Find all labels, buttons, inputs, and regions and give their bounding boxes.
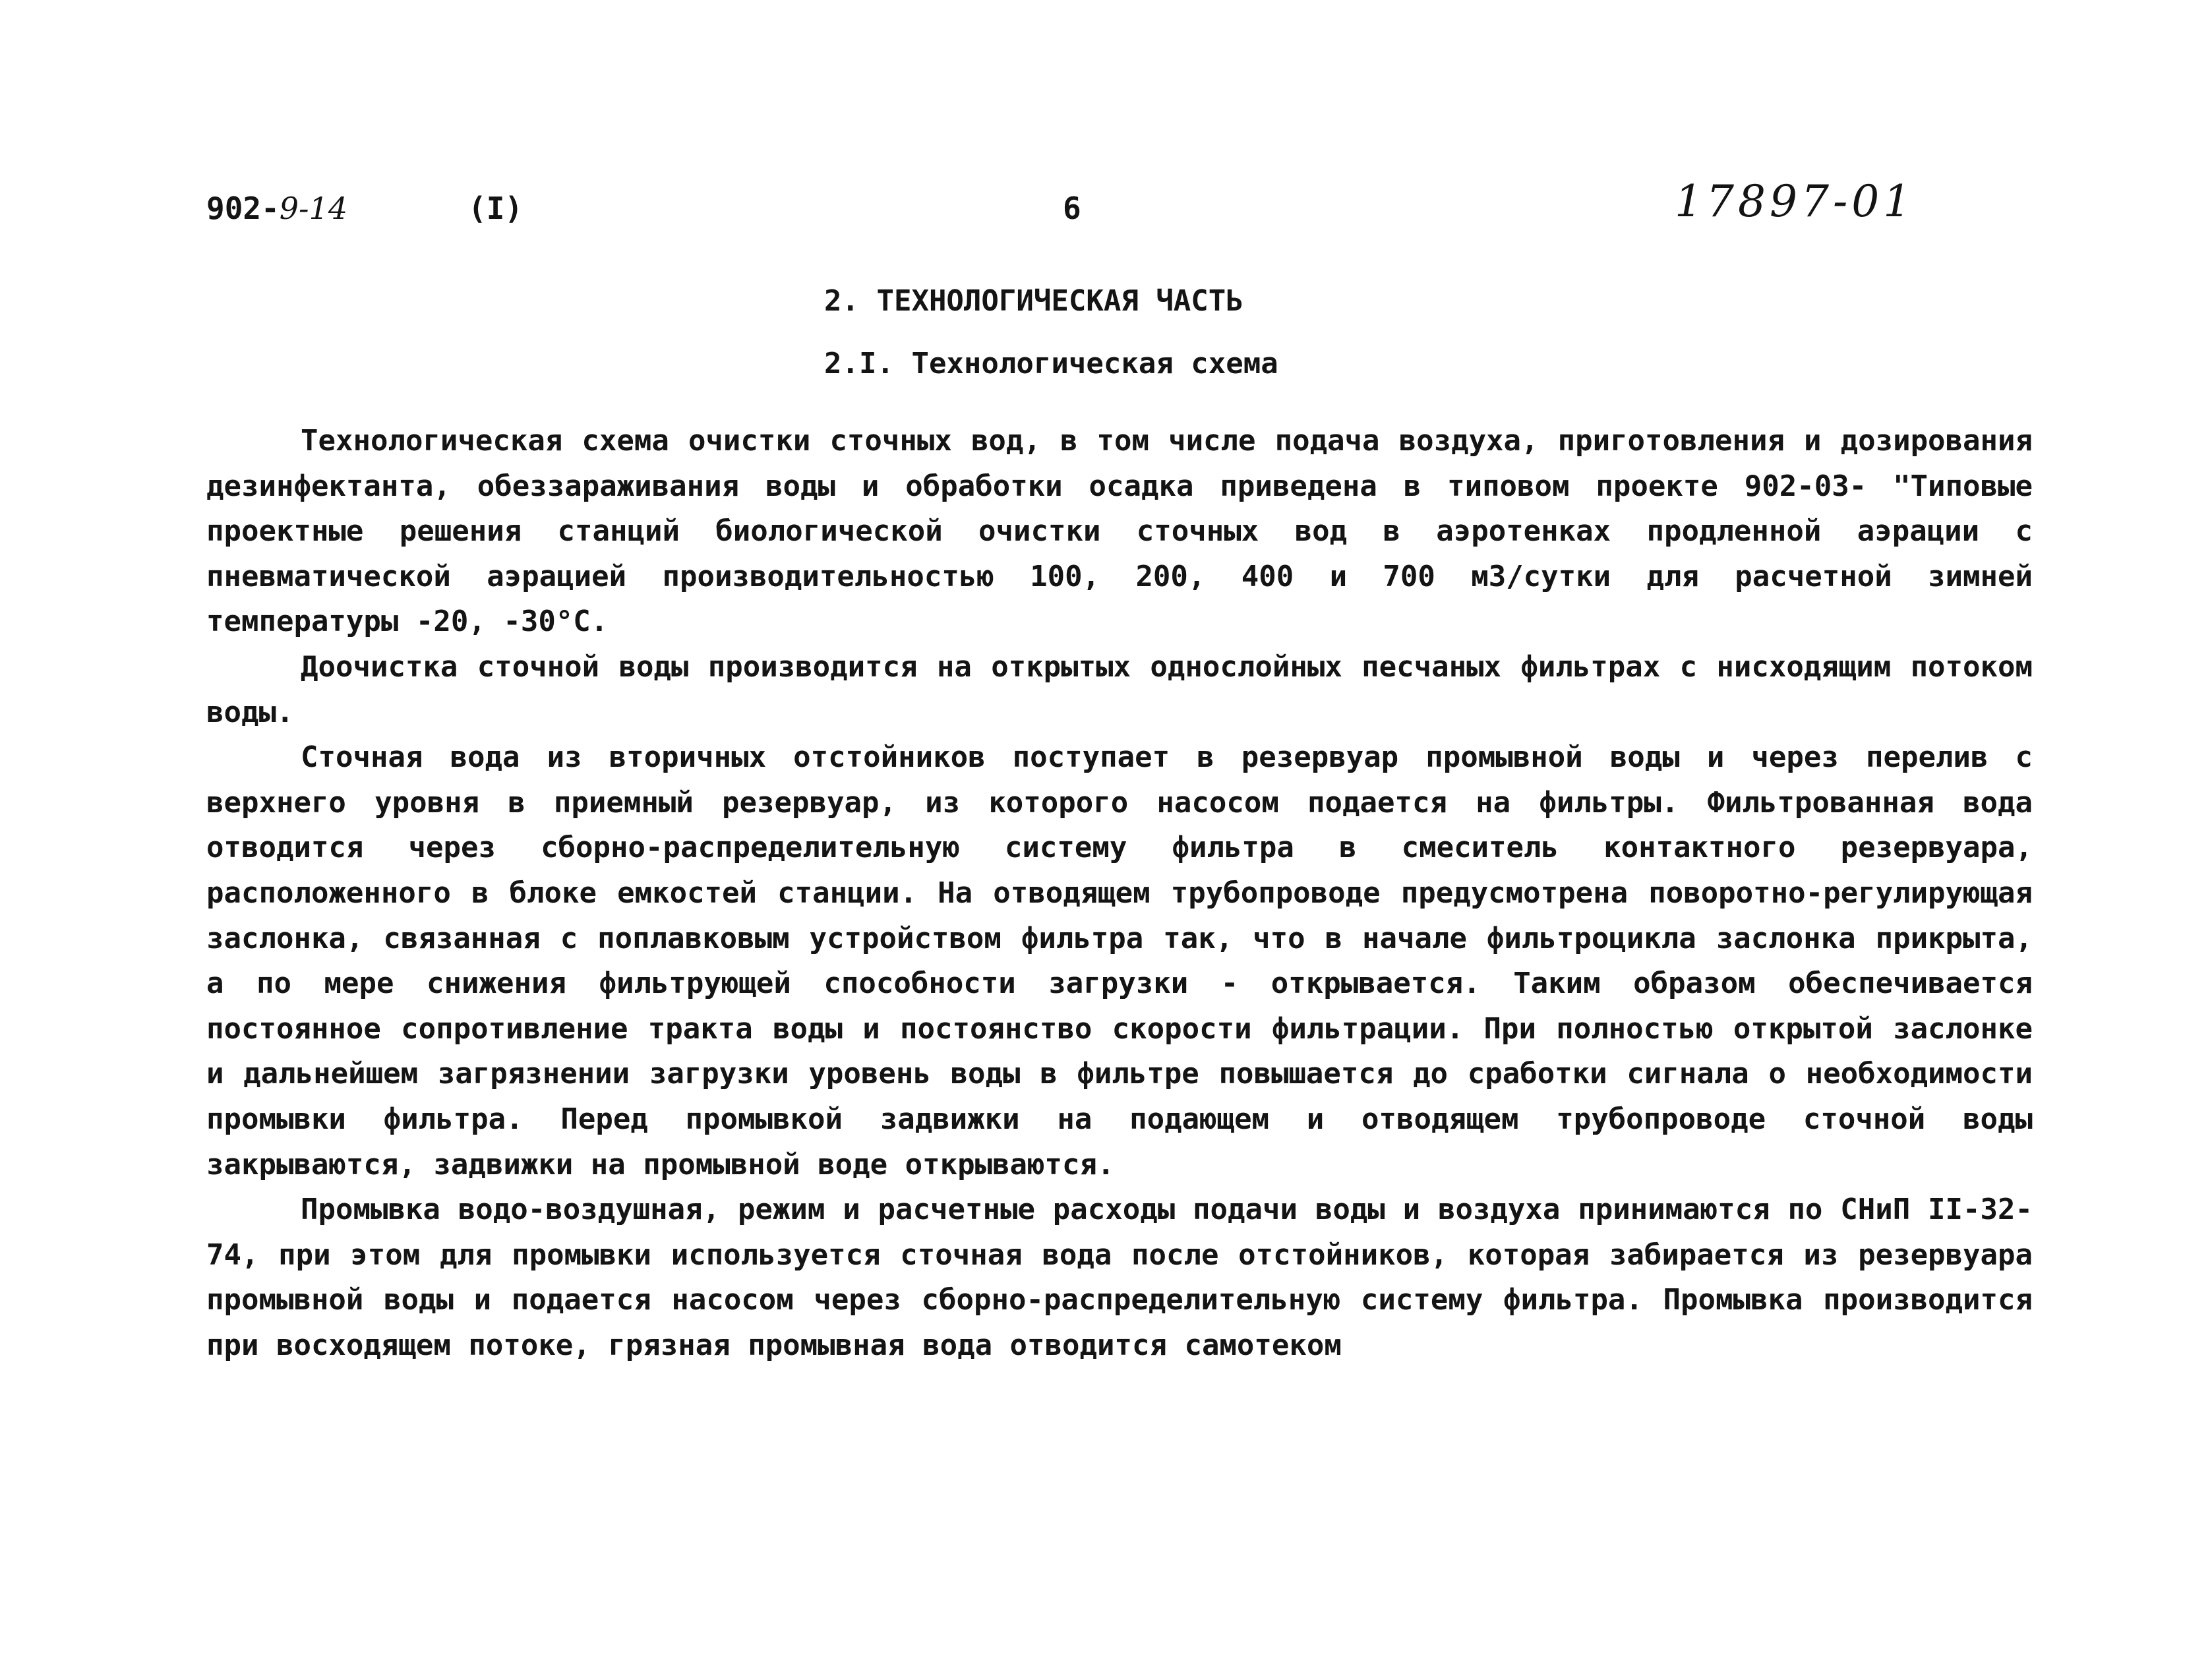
subsection-title: 2.I. Технологическая схема xyxy=(824,347,1278,380)
paragraph: Технологическая схема очистки сточных вод, в том числе подача воздуха, приготовления и дозирования дезинфектанта, обеззараживания воды и обработки осадка приведена в типовом проекте 902-03- "Типовые проектные решения станций биологической очистки сточных вод в аэротенках продленной аэрации с пневматической аэрацией производительностью 100, 200, 400 и 700 м3/сутки для расчетной зимней температуры -20, -30°С. xyxy=(206,424,2033,639)
paragraph: Доочистка сточной воды производится на открытых однослойных песчаных фильтрах с нисходящим потоком воды. xyxy=(206,649,2033,729)
body-text xyxy=(206,419,2033,1368)
paragraph: Промывка водо-воздушная, режим и расчетные расходы подачи воды и воздуха принимаются по СНиП II-32-74, при этом для промывки используется сточная вода после отстойников, которая забирается из резервуара промывной воды и подается насосом через сборно-распределительную систему фильтра. Промывка производится при восходящем потоке, грязная промывная вода отводится самотеком xyxy=(206,1193,2033,1362)
paragraph: Сточная вода из вторичных отстойников поступает в резервуар промывной воды и через перелив с верхнего уровня в приемный резервуар, из которого насосом подается на фильтры. Фильтрованная вода отводится через сборно-распределительную систему фильтра в смеситель контактного резервуара, расположенного в блоке емкостей станции. На отводящем трубопроводе предусмотрена поворотно-регулирующая заслонка, связанная с поплавковым устройством фильтра так, что в начале фильтроцикла заслонка прикрыта, а по мере снижения фильтрующей способности загрузки - открывается. Таким образом обеспечивается постоянное сопротивление тракта воды и постоянство скорости фильтрации. При полностью открытой заслонке и дальнейшем загрязнении загрузки уровень воды в фильтре повышается до сработки сигнала о необходимости промывки фильтра. Перед промывкой задвижки на подающем и отводящем трубопроводе сточной воды закрываются, задвижки на промывной воде открываются. xyxy=(206,740,2033,1181)
document-code xyxy=(206,189,347,228)
page-number: 6 xyxy=(1063,191,1081,226)
registration-number: 17897-01 xyxy=(1675,176,1915,227)
document-part: (I) xyxy=(468,191,523,226)
section-title: 2. ТЕХНОЛОГИЧЕСКАЯ ЧАСТЬ xyxy=(824,284,1243,318)
document-code-handwritten: 9-14 xyxy=(279,191,348,226)
document-code-printed: 902- xyxy=(206,191,280,226)
